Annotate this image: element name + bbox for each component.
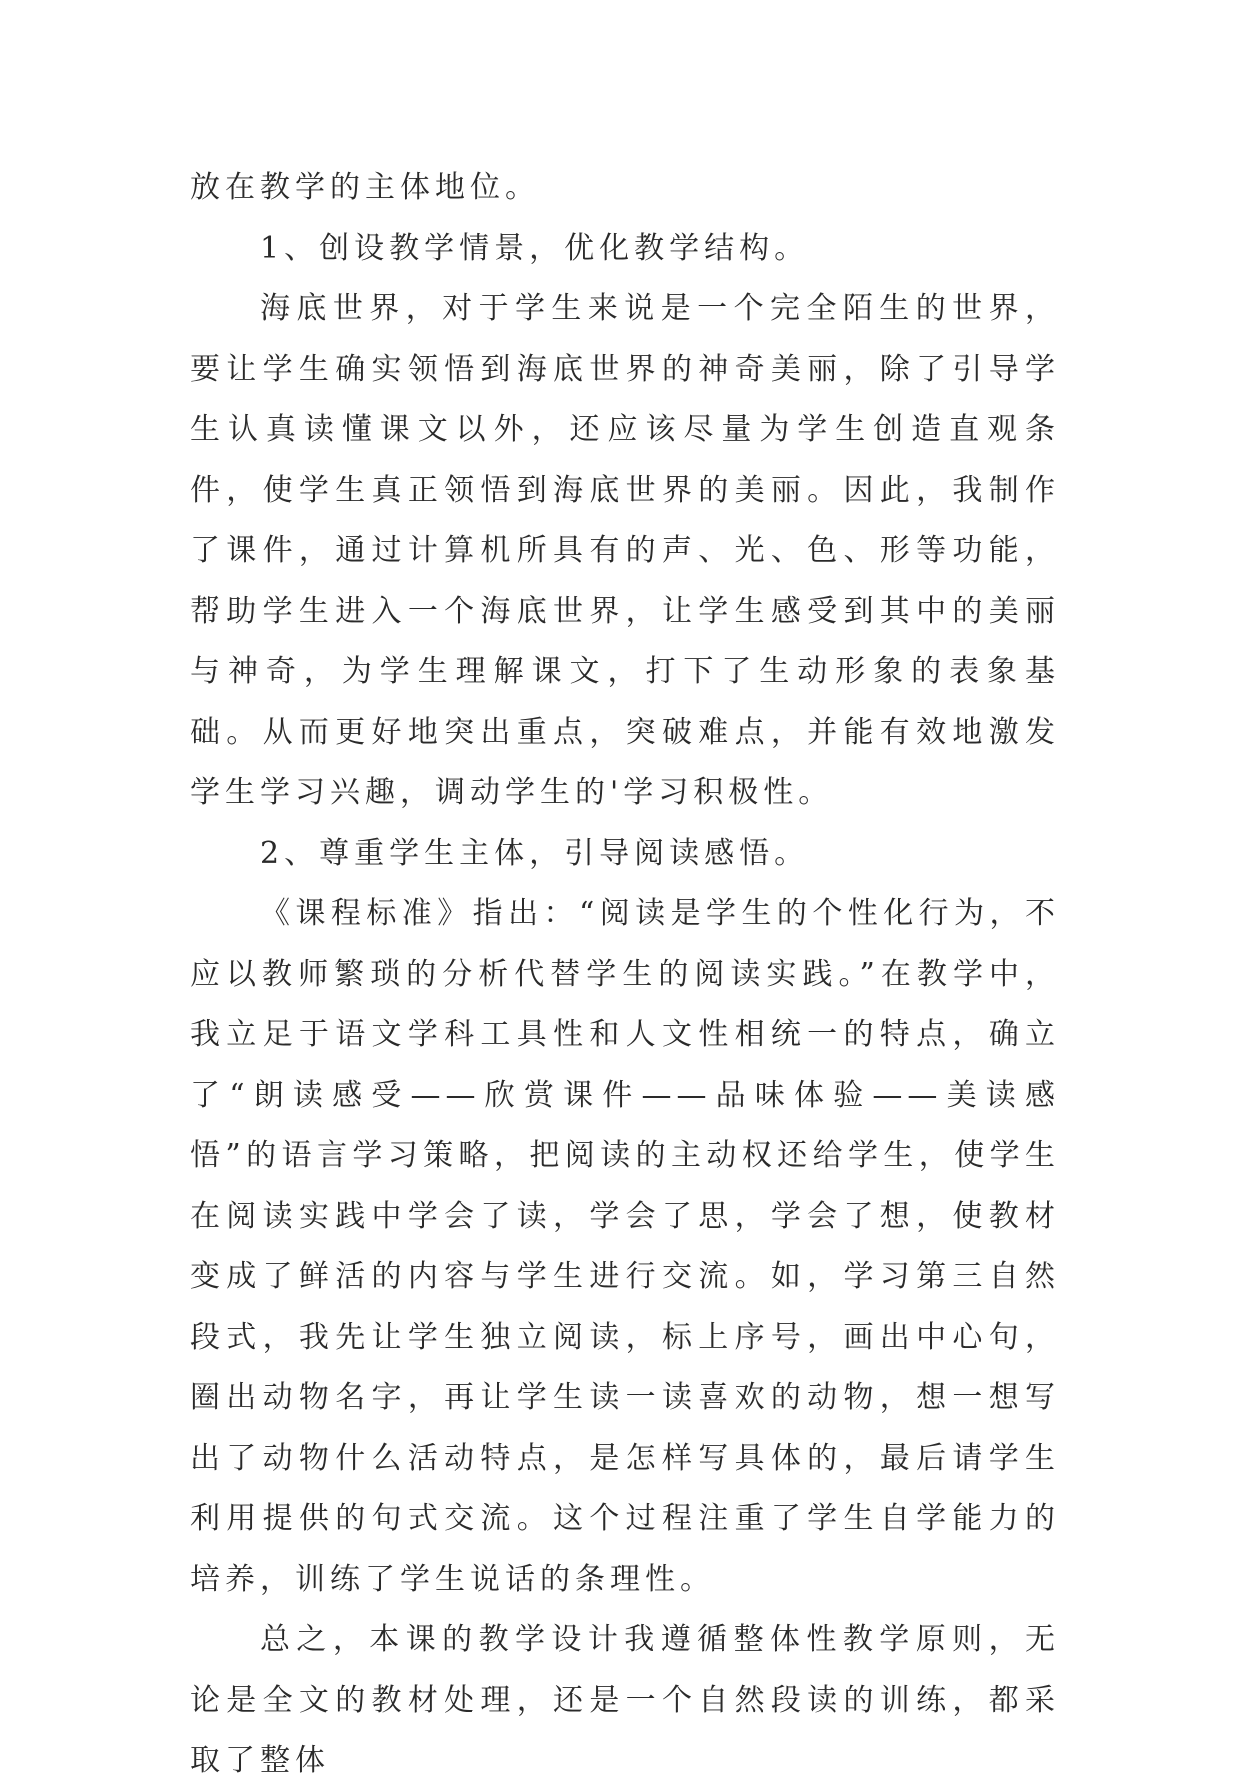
document-body [190, 158, 1060, 1792]
paragraph-5: 《课程标准》指出：“阅读是学生的个性化行为，不应以教师繁琐的分析代替学生的阅读实践。”在教学中，我立足于语文学科工具性和人文性相统一的特点，确立了“朗读感受——欣赏课件——品味体验——美读感悟”的语言学习策略，把阅读的主动权还给学生，使学生在阅读实践中学会了读，学会了思，学会了想，使教材变成了鲜活的内容与学生进行交流。如，学习第三自然段式，我先让学生独立阅读，标上序号，画出中心句，圈出动物名字，再让学生读一读喜欢的动物，想一想写出了动物什么活动特点，是怎样写具体的，最后请学生利用提供的句式交流。这个过程注重了学生自学能力的培养，训练了学生说话的条理性。 [190, 896, 1060, 1597]
paragraph-3: 海底世界，对于学生来说是一个完全陌生的世界，要让学生确实领悟到海底世界的神奇美丽，除了引导学生认真读懂课文以外，还应该尽量为学生创造直观条件，使学生真正领悟到海底世界的美丽。因此，我制作了课件，通过计算机所具有的声、光、色、形等功能，帮助学生进入一个海底世界，让学生感受到其中的美丽与神奇，为学生理解课文，打下了生动形象的表象基础。从而更好地突出重点，突破难点，并能有效地激发学生学习兴趣，调动学生的'学习积极性。 [190, 291, 1060, 810]
paragraph-2-heading: 1、创设教学情景，优化教学结构。 [260, 230, 810, 266]
paragraph-4-heading: 2、尊重学生主体，引导阅读感悟。 [260, 835, 810, 871]
paragraph-1: 放在教学的主体地位。 [190, 170, 540, 205]
paragraph-6: 总之，本课的教学设计我遵循整体性教学原则，无论是全文的教材处理，还是一个自然段读的训练，都采取了整体 [190, 1622, 1060, 1778]
